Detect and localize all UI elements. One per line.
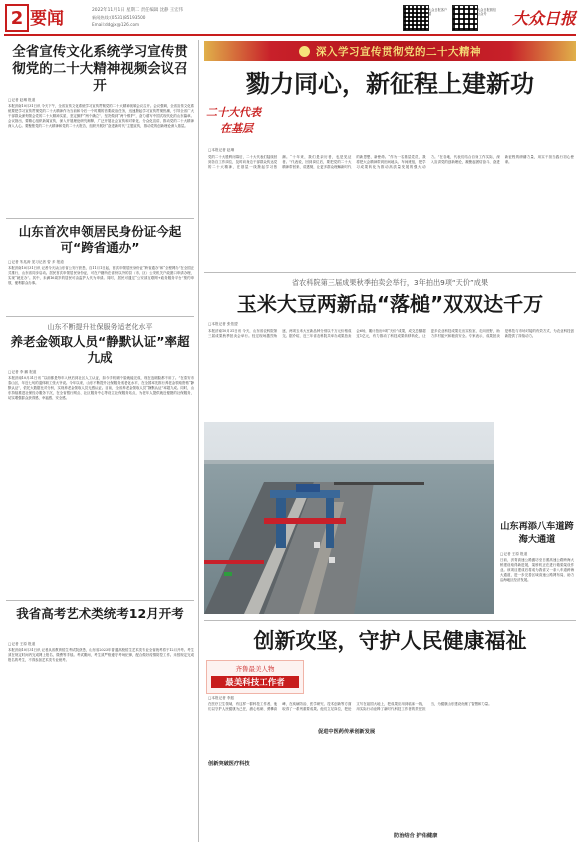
party-emblem-icon xyxy=(299,46,310,57)
divider-3 xyxy=(6,600,194,601)
subhead-3: 防治结合 护佑健康 xyxy=(394,833,438,839)
top-feature-byline: □本报记者 赵琳 xyxy=(208,148,235,152)
article-2-byline: □记者 朱兆涛 见习记者 曾 多 报道 xyxy=(8,260,64,264)
banner-title: 深入学习宣传贯彻党的二十大精神 xyxy=(316,45,481,58)
masthead-rule xyxy=(4,34,576,36)
bottom-feature-title: 创新攻坚，守护人民健康福祉 xyxy=(253,629,527,653)
bottom-feature-tag xyxy=(206,660,304,694)
photo-caption-credit: □记者 王原 报道 xyxy=(500,552,528,556)
top-feature-body: 党的二十大胜利闭幕后，二十大代表们陆续回到各自工作岗位，及时向身边干部群众传达党的二十大精神，在基层一线掀起学习热潮。“十年来，我们是亲历者，也是见证者。”代表说，回到岗位后，要把党的二十大精神带回来、讲透彻，让更多群众理解新时代的新思想、新使命。“作为一名基层党员，我将把大会精神带到田间地头、车间班组，把学习成果转化为推动高质量发展的强大动力。”在各地，代表们结合自身工作实际，深入宣讲党的创新理论，凝聚起团结奋斗、奋进新征程的磅礴力量，用实干担当践行初心使命。 xyxy=(208,155,574,170)
article-3-body: 本报济南10月31日讯 “以前都是每年入秋后到社区人工认证，如今手机刷个脸就能完成，现在连刷脸都不用了。”在泰安市泰山区，年近七旬的退休职工张大爷说。今年以来，山东不断提升社保服务适老化水平，在全国率先推行养老金领取资格“静默认证”，依托大数据比对分析，实现养老金领取人员无感认证。目前，全省养老金领取人员“静默认证”率超九成。同时，山东持续推进社保经办服务下沉，在全省银行网点、社区服务中心等设立社保服务站点，为老年人提供就近便捷的社保服务，切实增强群众获得感、幸福感、安全感。 xyxy=(8,376,194,401)
mid-feature-title: 玉米大豆两新品“落槌”双双达千万 xyxy=(236,292,544,316)
article-3-kicker: 山东不断提升社保服务适老化水平 xyxy=(47,323,153,331)
qr-caption-2: 大众日报微信公众号 xyxy=(477,8,497,16)
mid-feature-body: 本报济南10月31日讯 今天，山东省农科院第三届成果秋季拍卖会举行。经过现场激烈角逐，两项玉米大豆新品种分别以千万元价格成交。据介绍，近三年省农科院共举办成果拍卖会6场，累计拍出9项“天价”成果，成交总额超过1亿元，有力推动了科技成果转移转化，让更多农业科技成果走出实验室、走向田野，助力乡村振兴和粮食安全。专家表示，成果拍卖是科技与市场对接的有效方式，为农业科技创新提供了持续动力。 xyxy=(208,329,574,339)
tag-line-2: 最美科技工作者 xyxy=(211,676,299,688)
top-feature-title: 勠力同心，新征程上建新功 xyxy=(246,70,534,98)
masthead-phone: 新闻热线:(0531)85193500 xyxy=(92,15,146,20)
mid-feature-byline: □本报记者 张依盟 xyxy=(208,322,238,326)
article-1-title: 全省宣传文化系统学习宣传贯彻党的二十大精神视频会议召开 xyxy=(12,44,188,94)
left-column-divider xyxy=(198,40,199,842)
masthead-email: Email:ddgjx@126.com xyxy=(92,22,140,27)
theme-banner xyxy=(204,41,576,61)
article-1-byline: □记者 赵琳 报道 xyxy=(8,98,36,102)
bottom-feature-body: 在医疗卫生领域，有这样一群科技工作者，他们以守护人民健康为己任，潜心钻研、勇攀高峰，在疾病防治、医学研究、技术创新等方面取得了一系列重要成果。他们立足岗位，把论文写在祖国大地上，把成果应用到临床一线，用实际行动诠释了新时代科技工作者的责任担当，为健康山东建设贡献了智慧和力量。 xyxy=(208,702,492,712)
bridge-photo xyxy=(204,422,494,614)
article-2-body: 本报济南10月31日讯 记者今天从山东省公安厅获悉，自11月1日起，首次申领居民身份证“跨省通办”和“全程网办”在全国正式推行，山东省同步启动。居民首次申领居民身份证，可在户籍所在省份以外的县（市、区）公安机关户政窗口申请办理，实现“就近办”。其中，未满16周岁的居民可由监护人代为申请。同时，居民可通过“公安部互联网+政务服务平台”预约申领，便利群众办事。 xyxy=(8,266,194,286)
masthead-meta: 2022年11月1日 星期二 责任编辑 沈静 王宏伟 xyxy=(92,8,183,13)
divider-2 xyxy=(6,316,194,317)
feature-logo-line2: 在基层 xyxy=(220,122,253,135)
photo-caption-body: 日前，济青高速公路潍坊至日照高速公路跨海大桥建设取得新进展，架桥机正在进行箱梁架设作业。该项目建成后将成为我省又一条八车道跨海大通道，进一步完善区域高速公路网布局，助力沿海地区经济发展。 xyxy=(500,558,574,583)
masthead xyxy=(0,0,580,38)
section-name: 要闻 xyxy=(30,9,64,29)
top-feature-divider xyxy=(204,272,576,273)
article-3-byline: □记者 李 鹏 报道 xyxy=(8,370,37,374)
article-3-title: 养老金领取人员“静默认证”率超九成 xyxy=(10,334,190,365)
photo-caption-title: 山东再添八车道跨海大通道 xyxy=(500,521,574,545)
article-4-title: 我省高考艺术类统考12月开考 xyxy=(16,606,184,621)
feature-logo xyxy=(206,104,268,144)
article-1-body: 本报济南10月31日讯 今天下午，全省宣传文化系统学习宣传贯彻党的二十大精神视频会议召开。会议强调，全省宣传文化系统要把学习宣传贯彻党的二十大精神作为当前和今后一个时期的首要政治任务，迅速掀起学习宣传贯彻热潮，引导全省广大干部群众深刻领会党的二十大精神实质，坚定拥护“两个确立”、坚决做到“两个维护”，奋力谱写中国式现代化的山东篇章。会议指出，要精心组织新闻宣传，深入开展理论研究阐释，广泛开展社会宣传和对象化、分众化宣讲，推动党的二十大精神深入人心。要聚焦党的二十大精神和党的二十大报告，组织开展好“奋进新时代”主题宣传，推动党的创新理论深入基层。 xyxy=(8,104,194,129)
mid-feature-kicker: 省农科院第三届成果秋季拍卖会举行，3年拍出9项“天价”成果 xyxy=(291,278,489,287)
subhead-2: 促进中医药传承创新发展 xyxy=(318,729,376,735)
article-4-byline: □记者 王原 报道 xyxy=(8,642,36,646)
divider-1 xyxy=(6,218,194,219)
feature-logo-line1: 二十大代表 xyxy=(206,106,261,119)
page-number-box: 2 xyxy=(5,4,29,32)
subhead-1: 创新突破医疗科技 xyxy=(208,761,250,767)
tag-line-1: 齐鲁最美人物 xyxy=(235,665,275,673)
article-2-title: 山东首次申领居民身份证今起可“跨省通办” xyxy=(18,224,182,255)
qr-code-1 xyxy=(403,5,429,31)
bottom-feature-byline: □本报记者 李振 xyxy=(208,696,235,700)
qr-code-2 xyxy=(452,5,478,31)
article-4-body: 本报济南10月31日讯 记者从省教育招生考试院获悉，山东省2023年普通高校招生艺术类专业全省统考将于12月开考。考生须在规定时间内完成网上报名、缴费等手续。考试期间，考生须严格遵守考场纪律，配合做好疫情防控工作。未按规定完成报名的考生，不得参加艺术类专业统考。 xyxy=(8,648,194,663)
qr-caption-1: 大众日报客户端 xyxy=(428,8,448,16)
newspaper-logo: 大众日报 xyxy=(511,8,576,28)
photo-divider xyxy=(204,620,576,621)
